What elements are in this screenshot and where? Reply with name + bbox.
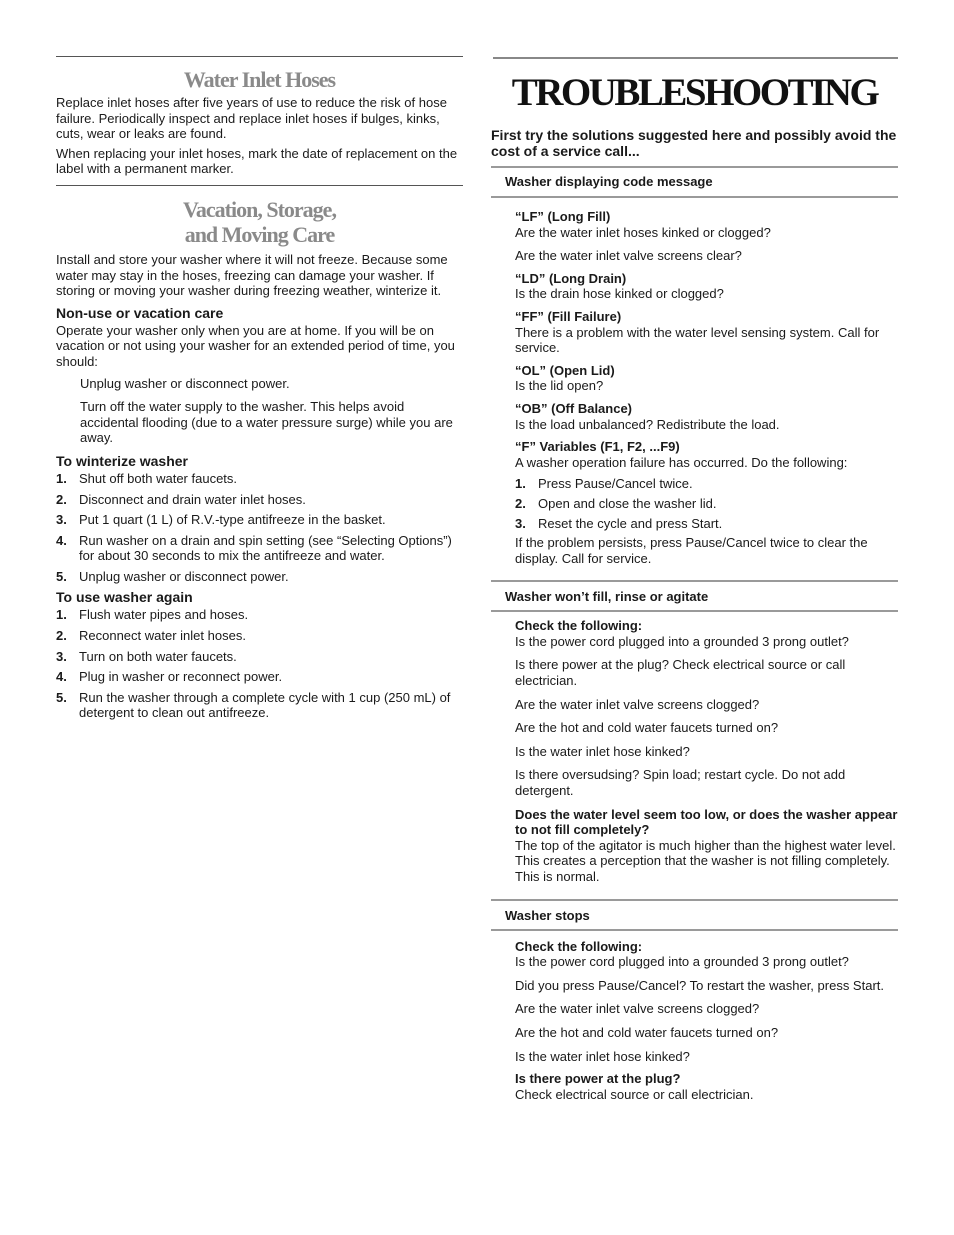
vacation-heading-line2: and Moving Care xyxy=(184,221,335,247)
code-ld-title: “LD” (Long Drain) xyxy=(515,270,627,286)
step-text: Turn on both water faucets. xyxy=(79,648,237,664)
winterize-steps xyxy=(56,471,463,585)
list-item xyxy=(56,607,463,623)
list-item xyxy=(56,512,463,528)
code-ob-answer: Is the load unbalanced? Redistribute the load. xyxy=(515,416,780,432)
list-item xyxy=(56,569,463,585)
code-ol-title: “OL” (Open Lid) xyxy=(515,362,615,378)
list-item xyxy=(515,516,898,532)
water-inlet-paragraph-1: Replace inlet hoses after five years of use to reduce the risk of hose failure. Periodically inspect and replace inlet hoses if bulges, kinks, cuts, wear or leaks are found. xyxy=(56,95,447,142)
section-divider xyxy=(491,929,898,931)
stops-section-body xyxy=(491,939,898,1103)
stops-power-answer: Check electrical source or call electrician. xyxy=(515,1086,754,1102)
list-item xyxy=(515,476,898,492)
step-number: 3. xyxy=(56,512,67,528)
step-number: 3. xyxy=(56,648,67,664)
stops-check-item: Are the water inlet valve screens clogged? xyxy=(515,1001,760,1017)
nonuse-item: Unplug washer or disconnect power. xyxy=(80,375,290,391)
stops-check-heading: Check the following: xyxy=(515,938,643,954)
step-number: 1. xyxy=(56,470,67,486)
fill-level-answer: The top of the agitator is much higher than the highest water level. This creates a perception that the washer is not filling completely. This is normal. xyxy=(515,837,896,884)
step-text: Run washer on a drain and spin setting (see “Selecting Options”) for about 30 seconds to mix the antifreeze and water. xyxy=(79,532,452,564)
winterize-heading: To winterize washer xyxy=(56,452,188,469)
step-number: 2. xyxy=(56,628,67,644)
use-again-heading: To use washer again xyxy=(56,589,193,606)
step-text: Shut off both water faucets. xyxy=(79,470,238,486)
stops-check-item: Did you press Pause/Cancel? To restart the washer, press Start. xyxy=(515,977,884,993)
code-section-heading: Washer displaying code message xyxy=(505,174,713,189)
code-ob-title: “OB” (Off Balance) xyxy=(515,400,633,416)
vacation-heading-line1: Vacation, Storage, xyxy=(183,196,336,222)
step-number: 4. xyxy=(56,532,67,548)
step-text: Open and close the washer lid. xyxy=(538,495,717,511)
stops-check-item: Is the power cord plugged into a grounded 3 prong outlet? xyxy=(515,954,849,970)
stops-check-item: Is the water inlet hose kinked? xyxy=(515,1048,690,1064)
list-item xyxy=(56,669,463,685)
code-ff-answer: There is a problem with the water level sensing system. Call for service. xyxy=(515,324,880,356)
fill-check-item: Are the water inlet valve screens clogged? xyxy=(515,696,760,712)
step-number: 3. xyxy=(515,515,526,531)
code-ol-answer: Is the lid open? xyxy=(515,378,604,394)
code-f-steps xyxy=(515,476,898,531)
code-ld-answer: Is the drain hose kinked or clogged? xyxy=(515,286,724,302)
code-ff-title: “FF” (Fill Failure) xyxy=(515,308,622,324)
step-text: Disconnect and drain water inlet hoses. xyxy=(79,491,306,507)
section-divider xyxy=(491,166,898,168)
fill-check-item: Is there power at the plug? Check electrical source or call electrician. xyxy=(515,657,846,689)
step-text: Put 1 quart (1 L) of R.V.-type antifreeze in the basket. xyxy=(79,512,386,528)
stops-section-heading: Washer stops xyxy=(505,907,590,923)
code-lf-answer: Are the water inlet hoses kinked or clogged? xyxy=(515,224,771,240)
list-item xyxy=(56,690,463,721)
top-divider xyxy=(56,56,463,57)
fill-check-item: Is there oversudsing? Spin load; restart cycle. Do not add detergent. xyxy=(515,767,846,799)
fill-check-item: Are the hot and cold water faucets turned on? xyxy=(515,720,779,736)
fill-level-question: Does the water level seem too low, or does the washer appear to not fill completely? xyxy=(515,806,898,838)
stops-power-question: Is there power at the plug? xyxy=(515,1071,681,1087)
code-f-after: If the problem persists, press Pause/Cancel twice to clear the display. Call for service. xyxy=(515,535,868,566)
vacation-intro: Install and store your washer where it will not freeze. Because some water may stay in the hoses, freezing can damage your washer. If storing or moving your washer during freezing weather, winterize it. xyxy=(56,251,448,299)
use-again-steps xyxy=(56,607,463,721)
left-column xyxy=(56,56,463,721)
step-text: Run the washer through a complete cycle with 1 cup (250 mL) of detergent to clean out antifreeze. xyxy=(79,689,451,721)
fill-check-item: Is the power cord plugged into a grounded 3 prong outlet? xyxy=(515,633,849,649)
step-text: Press Pause/Cancel twice. xyxy=(538,476,693,492)
step-number: 5. xyxy=(56,689,67,705)
step-number: 1. xyxy=(56,607,67,623)
nonuse-item: Turn off the water supply to the washer. This helps avoid accidental flooding (due to a water pressure surge) while you are away. xyxy=(80,399,453,446)
nonuse-heading: Non-use or vacation care xyxy=(56,304,224,321)
list-item xyxy=(56,628,463,644)
list-item xyxy=(515,496,898,512)
step-number: 4. xyxy=(56,669,67,685)
step-number: 1. xyxy=(515,476,526,492)
section-divider xyxy=(491,899,898,901)
list-item xyxy=(56,492,463,508)
code-lf-answer: Are the water inlet valve screens clear? xyxy=(515,248,742,264)
step-text: Reconnect water inlet hoses. xyxy=(79,628,246,644)
code-f-answer: A washer operation failure has occurred. Do the following: xyxy=(515,454,848,470)
code-section-body xyxy=(491,209,898,566)
step-text: Reset the cycle and press Start. xyxy=(538,515,723,531)
fill-check-heading: Check the following: xyxy=(515,618,643,634)
vacation-heading xyxy=(56,197,463,247)
step-text: Flush water pipes and hoses. xyxy=(79,607,249,623)
nonuse-list xyxy=(56,376,463,446)
nonuse-text: Operate your washer only when you are at home. If you will be on vacation or not using your washer for an extended period of time, you should: xyxy=(56,322,455,369)
water-inlet-heading: Water Inlet Hoses xyxy=(183,67,336,92)
section-divider xyxy=(491,580,898,582)
section-divider xyxy=(491,610,898,612)
list-item xyxy=(56,471,463,487)
fill-section-heading: Washer won’t fill, rinse or agitate xyxy=(505,589,709,605)
step-number: 5. xyxy=(56,568,67,584)
fill-section-body xyxy=(491,618,898,884)
step-text: Unplug washer or disconnect power. xyxy=(79,568,289,584)
section-divider xyxy=(56,185,463,186)
top-divider xyxy=(493,57,898,59)
code-f-title: “F” Variables (F1, F2, ...F9) xyxy=(515,439,680,455)
list-item xyxy=(56,649,463,665)
water-inlet-paragraph-2: When replacing your inlet hoses, mark the date of replacement on the label with a permanent marker. xyxy=(56,145,458,177)
stops-check-item: Are the hot and cold water faucets turned on? xyxy=(515,1024,779,1040)
step-number: 2. xyxy=(515,495,526,511)
page-title: TROUBLESHOOTING xyxy=(511,71,878,114)
list-item xyxy=(56,533,463,564)
section-divider xyxy=(491,196,898,198)
step-number: 2. xyxy=(56,491,67,507)
code-lf-title: “LF” (Long Fill) xyxy=(515,209,611,224)
step-text: Plug in washer or reconnect power. xyxy=(79,669,283,685)
fill-check-item: Is the water inlet hose kinked? xyxy=(515,743,690,759)
right-column xyxy=(491,57,898,1102)
troubleshooting-intro: First try the solutions suggested here and possibly avoid the cost of a service call... xyxy=(491,127,897,159)
